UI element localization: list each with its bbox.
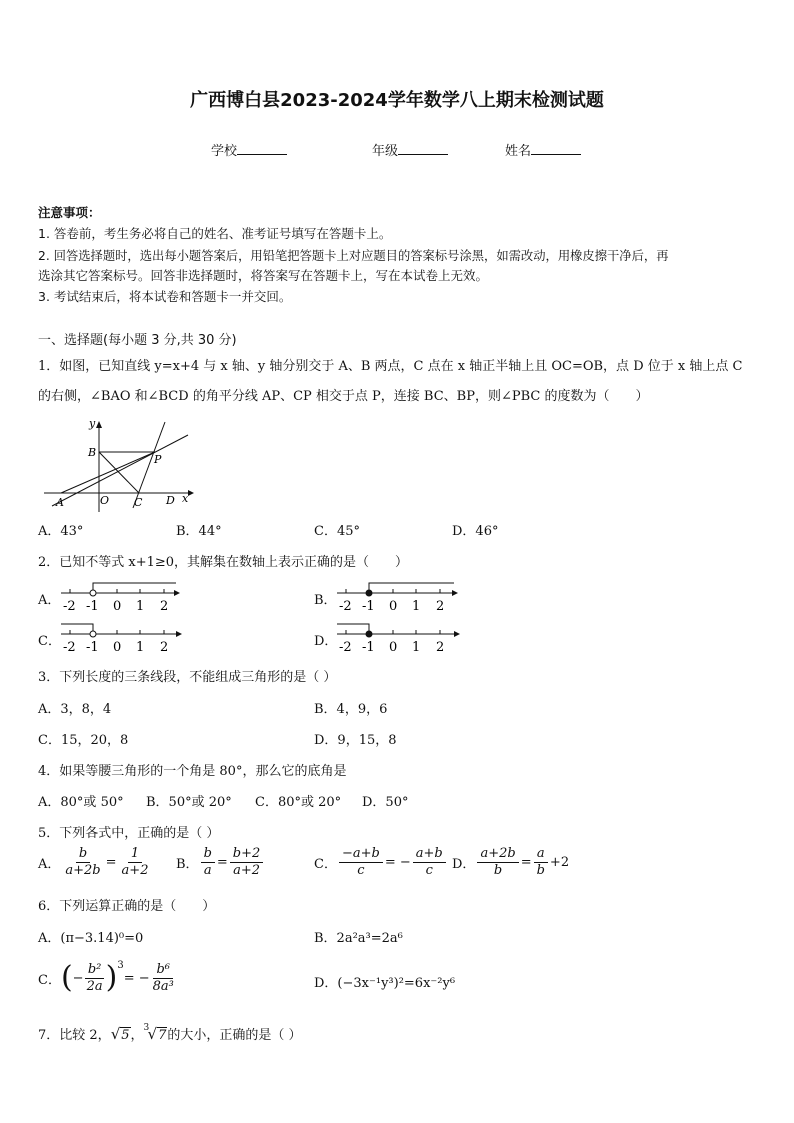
- school-label: 学校: [211, 144, 238, 159]
- q1-option-d[interactable]: D．46°: [452, 524, 499, 539]
- tick-label: 2: [160, 599, 169, 614]
- tick-label: -1: [362, 640, 375, 655]
- fraction: $\frac{\text{b⁶}}{\text{8a³}}$: [152, 961, 174, 994]
- tail-term: +2: [549, 855, 570, 870]
- name-field: [505, 140, 581, 159]
- label-y: y: [89, 417, 96, 430]
- q2-stem: 2．已知不等式 x+1≥0，其解集在数轴上表示正确的是（ ）: [38, 555, 409, 570]
- exponent: 3: [117, 960, 124, 971]
- q7-mid: ，: [130, 1028, 144, 1043]
- q7-post: 的大小，正确的是（ ）: [167, 1028, 302, 1043]
- solution-ray: [369, 583, 454, 593]
- tick-label: -2: [339, 640, 352, 655]
- page-title: 广西博白县2023-2024学年数学八上期末检测试题: [190, 90, 604, 111]
- section-heading: 一、选择题(每小题 3 分,共 30 分): [38, 333, 237, 348]
- equals: =: [105, 855, 117, 870]
- tick-label: -1: [362, 599, 375, 614]
- label-o: O: [100, 494, 110, 507]
- label-x: x: [182, 492, 189, 505]
- segment-bc: [99, 452, 139, 493]
- tick-label: 0: [389, 599, 398, 614]
- q1-figure: [38, 416, 198, 516]
- right-paren: ): [105, 960, 118, 995]
- tick-label: 0: [389, 640, 398, 655]
- option-letter: B．: [176, 857, 199, 872]
- open-point: [90, 590, 96, 596]
- q2-option-c-letter[interactable]: C．: [38, 634, 61, 649]
- tick-label: 1: [136, 640, 145, 655]
- fraction: $\frac{a}{b}$: [534, 846, 548, 879]
- q2-option-a-letter[interactable]: A．: [38, 593, 61, 608]
- q5-option-b[interactable]: [176, 846, 263, 879]
- axis-arrow: [452, 590, 458, 596]
- q2-option-b-numberline[interactable]: [334, 578, 462, 614]
- q6-option-d[interactable]: D．(−3x⁻¹y³)²=6x⁻²y⁶: [314, 976, 456, 991]
- grade-field: [372, 140, 448, 159]
- school-field: [211, 140, 287, 159]
- equals: =: [520, 855, 532, 870]
- notes-heading: 注意事项：: [38, 205, 101, 220]
- q6-stem: 6．下列运算正确的是（ ）: [38, 899, 216, 914]
- fraction: $\frac{-a+b}{c}$: [339, 846, 383, 879]
- cbrt-7: 3 √ 7: [143, 1023, 167, 1043]
- equals: = −: [123, 970, 150, 986]
- q2-option-d-numberline[interactable]: [334, 619, 464, 655]
- q2-option-a-numberline[interactable]: [58, 578, 183, 614]
- q3-option-a[interactable]: A．3，8，4: [38, 702, 112, 717]
- q6-option-b[interactable]: B．2a²a³=2a⁶: [314, 931, 403, 946]
- q4-option-b[interactable]: B．50°或 20°: [146, 795, 232, 810]
- q7-pre: 7．比较 2，: [38, 1028, 111, 1043]
- q6-option-c[interactable]: [38, 958, 177, 998]
- tick-label: -2: [63, 640, 76, 655]
- q6-option-a[interactable]: A．(π−3.14)⁰=0: [38, 931, 144, 946]
- tick-label: 2: [436, 599, 445, 614]
- tick-label: 2: [160, 640, 169, 655]
- note-1: 1. 答卷前，考生务必将自己的姓名、准考证号填写在答题卡上。: [38, 226, 392, 241]
- sqrt-5: √ 5: [110, 1025, 130, 1043]
- note-3: 3. 考试结束后，将本试卷和答题卡一并交回。: [38, 289, 292, 304]
- q2-option-d-letter[interactable]: D．: [314, 634, 338, 649]
- q3-stem: 3．下列长度的三条线段，不能组成三角形的是（ ）: [38, 670, 337, 685]
- axis-arrow: [174, 590, 180, 596]
- radical-icon: √: [147, 1025, 158, 1043]
- open-point: [90, 631, 96, 637]
- q5-option-c[interactable]: [314, 846, 446, 879]
- tick-label: -1: [86, 599, 99, 614]
- axis-arrow: [454, 631, 460, 637]
- y-axis-arrow: [96, 421, 102, 428]
- note-2a: 2. 回答选择题时，选出每小题答案后，用铅笔把答题卡上对应题目的答案标号涂黑，如需改动，用橡皮擦干净后，再: [38, 249, 669, 263]
- q7-stem: [38, 1024, 302, 1043]
- q3-option-c[interactable]: C．15，20，8: [38, 733, 129, 748]
- q4-stem: 4．如果等腰三角形的一个角是 80°，那么它的底角是: [38, 764, 347, 779]
- fraction: $\frac{\text{b²}}{2a}$: [86, 961, 103, 994]
- label-d: D: [166, 494, 175, 507]
- radical-icon: √: [110, 1025, 121, 1043]
- q2-option-c-numberline[interactable]: [58, 619, 186, 655]
- q5-option-a[interactable]: [38, 846, 151, 879]
- q1-line2: 的右侧，∠BAO 和∠BCD 的角平分线 AP、CP 相交于点 P，连接 BC、BP，则∠PBC 的度数为（ ）: [38, 389, 649, 404]
- q4-option-c[interactable]: C．80°或 20°: [255, 795, 342, 810]
- q1-option-b[interactable]: B．44°: [176, 524, 222, 539]
- q4-option-d[interactable]: D．50°: [362, 795, 409, 810]
- label-c: C: [134, 496, 143, 509]
- option-letter: C．: [38, 972, 61, 988]
- q5-option-d[interactable]: [452, 846, 569, 879]
- option-letter: A．: [38, 857, 61, 872]
- axis-arrow: [176, 631, 182, 637]
- label-p: P: [154, 453, 162, 466]
- equals: =: [216, 855, 228, 870]
- label-b: B: [88, 446, 97, 459]
- tick-label: 0: [113, 640, 122, 655]
- left-paren: (: [60, 960, 73, 995]
- tick-label: 0: [113, 599, 122, 614]
- tick-label: 1: [136, 599, 145, 614]
- tick-label: -2: [339, 599, 352, 614]
- closed-point: [366, 590, 372, 596]
- fraction: $\frac{a+b}{c}$: [413, 846, 446, 879]
- fraction: $\frac{b}{a}$: [201, 846, 215, 879]
- name-blank[interactable]: [531, 142, 581, 155]
- closed-point: [366, 631, 372, 637]
- grade-blank[interactable]: [398, 142, 448, 155]
- label-a: A: [56, 496, 64, 509]
- minus-sign: −: [72, 970, 84, 986]
- q2-option-b-letter[interactable]: B．: [314, 593, 337, 608]
- q4-option-a[interactable]: A．80°或 50°: [38, 795, 124, 810]
- q5-stem: 5．下列各式中，正确的是（ ）: [38, 826, 220, 841]
- grade-label: 年级: [372, 144, 399, 159]
- tick-label: 2: [436, 640, 445, 655]
- tick-label: -1: [86, 640, 99, 655]
- equals: = −: [384, 855, 411, 870]
- q1-option-a[interactable]: A．43°: [38, 524, 84, 539]
- q1-option-c[interactable]: C．45°: [314, 524, 360, 539]
- q3-option-d[interactable]: D．9，15，8: [314, 733, 397, 748]
- x-axis-arrow: [188, 490, 194, 496]
- solution-ray: [337, 624, 369, 634]
- note-2b: 选涂其它答案标号。回答非选择题时，将答案写在答题卡上，写在本试卷上无效。: [38, 268, 489, 283]
- option-letter: D．: [452, 857, 476, 872]
- option-letter: C．: [314, 857, 337, 872]
- tick-label: 1: [412, 599, 421, 614]
- fraction: $\frac{a+2b}{b}$: [477, 846, 518, 879]
- fraction: $\frac{b}{a+2b}$: [65, 846, 101, 878]
- tick-label: 1: [412, 640, 421, 655]
- fraction: $\frac{1}{a+2}$: [121, 846, 149, 878]
- root-index: 3: [143, 1023, 150, 1033]
- q1-line1: 1．如图，已知直线 y=x+4 与 x 轴、y 轴分别交于 A、B 两点，C 点在 x 轴正半轴上且 OC=OB，点 D 位于 x 轴上点 C: [38, 359, 743, 374]
- name-label: 姓名: [505, 144, 532, 159]
- fraction: $\frac{b+2}{a+2}$: [230, 846, 264, 879]
- solution-ray: [61, 624, 93, 634]
- school-blank[interactable]: [237, 142, 287, 155]
- tick-label: -2: [63, 599, 76, 614]
- q3-option-b[interactable]: B．4，9，6: [314, 702, 388, 717]
